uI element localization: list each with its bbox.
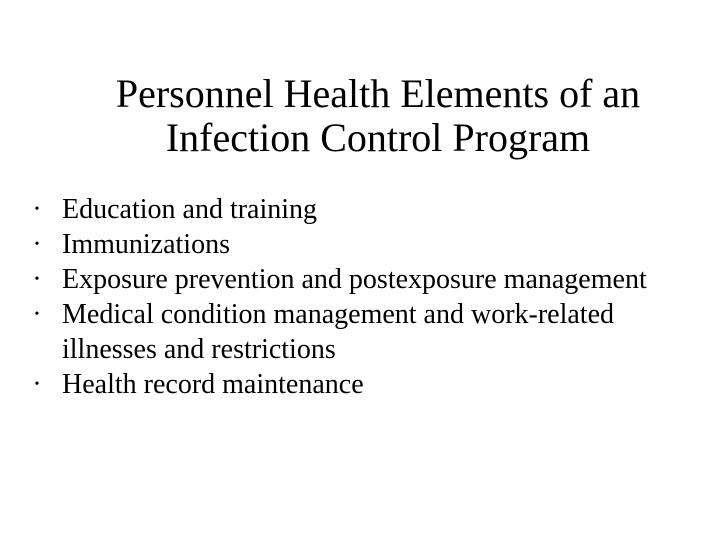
bullet-text-line-1: Medical condition management and work-related xyxy=(62,299,615,330)
bullet-text: Immunizations xyxy=(62,229,230,260)
bullet-dot-icon: • xyxy=(34,202,40,217)
bullet-item-medical-condition xyxy=(0,297,720,367)
bullet-dot-icon: • xyxy=(34,272,40,287)
slide-title xyxy=(40,72,716,160)
bullet-text: Education and training xyxy=(62,194,318,225)
bullet-text-line-2: illnesses and restrictions xyxy=(62,334,336,365)
bullet-text: Health record maintenance xyxy=(62,369,364,400)
bullet-item-education-training xyxy=(0,192,720,227)
bullet-item-immunizations xyxy=(0,227,720,262)
bullet-item-exposure-prevention xyxy=(0,262,720,297)
bullet-dot-icon: • xyxy=(34,307,40,322)
slide-title-line-2: Infection Control Program xyxy=(165,115,591,160)
bullet-list xyxy=(0,192,720,402)
bullet-dot-icon: • xyxy=(34,377,40,392)
slide-title-line-1: Personnel Health Elements of an xyxy=(115,71,641,116)
bullet-text: Exposure prevention and postexposure management xyxy=(62,264,647,295)
bullet-dot-icon: • xyxy=(34,237,40,252)
bullet-item-health-record xyxy=(0,367,720,402)
